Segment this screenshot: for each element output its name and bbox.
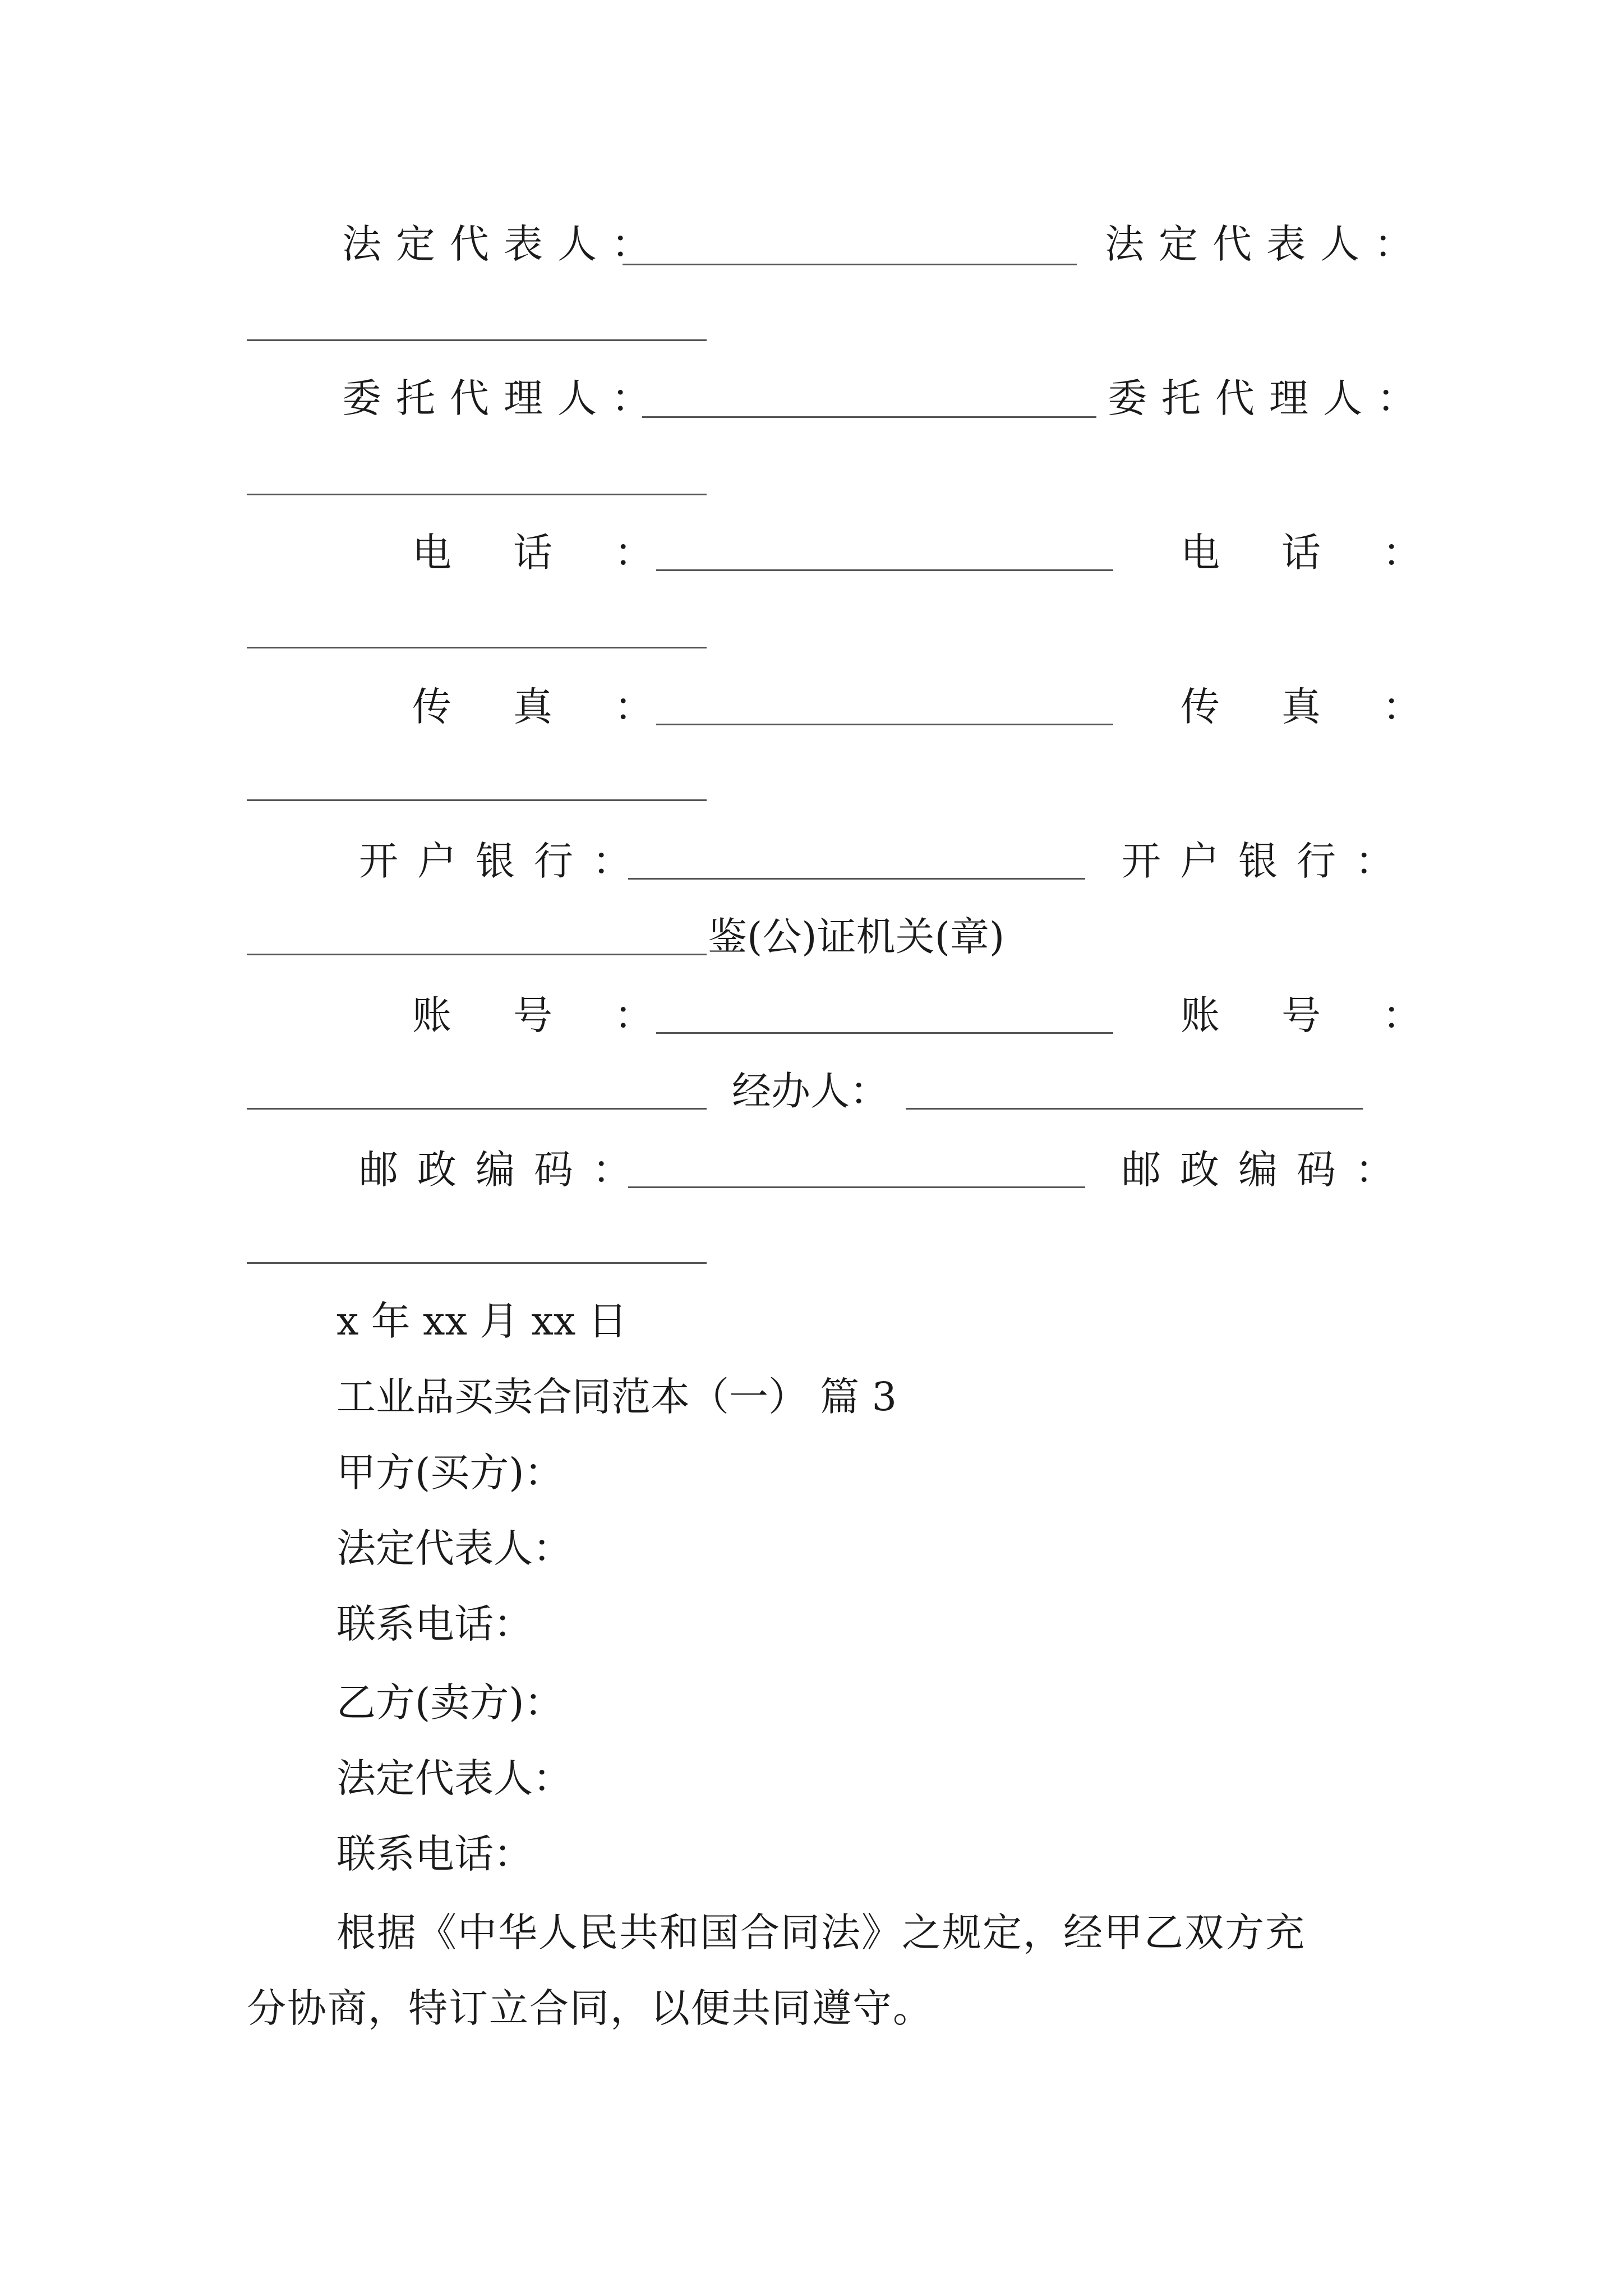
postal-blank-right bbox=[247, 1262, 707, 1264]
party-b-label: 乙方(卖方)： bbox=[336, 1680, 564, 1726]
fax-label-right: 传真： bbox=[1181, 684, 1483, 730]
account-blank-right bbox=[247, 1108, 707, 1110]
party-b-phone-label: 联系电话： bbox=[336, 1831, 533, 1877]
fax-label-left: 传真： bbox=[412, 684, 715, 730]
bank-blank-left bbox=[628, 878, 1085, 880]
phone-blank-right bbox=[247, 647, 707, 648]
postal-blank-left bbox=[628, 1186, 1085, 1188]
agent-blank-right bbox=[247, 494, 707, 495]
section-title: 工业品买卖合同范本（一） 篇 3 bbox=[336, 1374, 897, 1420]
legal-rep-blank-right bbox=[247, 339, 707, 341]
legal-rep-label-left: 法定代表人： bbox=[342, 221, 665, 267]
postal-label-right: 邮政编码： bbox=[1122, 1147, 1413, 1193]
phone-label-right: 电话： bbox=[1181, 530, 1483, 576]
bank-label-left: 开户银行： bbox=[359, 838, 651, 884]
agent-blank-left bbox=[642, 416, 1096, 418]
intro-paragraph-line-2: 分协商，特订立合同，以便共同遵守。 bbox=[247, 1985, 933, 2031]
bank-blank-right bbox=[247, 954, 707, 955]
contract-date: x 年 xx 月 xx 日 bbox=[336, 1298, 628, 1344]
phone-blank-left bbox=[656, 569, 1113, 571]
bank-label-right: 开户银行： bbox=[1122, 838, 1413, 884]
intro-paragraph-line-1: 根据《中华人民共和国合同法》之规定，经甲乙双方充 bbox=[336, 1910, 1306, 1955]
account-label-left: 账号： bbox=[412, 992, 715, 1038]
party-b-rep-label: 法定代表人： bbox=[336, 1755, 572, 1801]
party-a-phone-label: 联系电话： bbox=[336, 1601, 533, 1647]
fax-blank-left bbox=[656, 724, 1113, 725]
phone-label-left: 电话： bbox=[412, 530, 715, 576]
account-label-right: 账号： bbox=[1181, 992, 1483, 1038]
notary-seal-label: 鉴(公)证机关(章) bbox=[708, 914, 1005, 960]
account-blank-left bbox=[656, 1032, 1113, 1034]
agent-label-left: 委托代理人： bbox=[342, 375, 665, 421]
party-a-rep-label: 法定代表人： bbox=[336, 1525, 572, 1571]
fax-blank-right bbox=[247, 799, 707, 801]
legal-rep-blank-left bbox=[623, 264, 1077, 265]
postal-label-left: 邮政编码： bbox=[359, 1147, 651, 1193]
handler-label: 经办人： bbox=[732, 1068, 889, 1114]
agent-label-right: 委托代理人： bbox=[1108, 375, 1431, 421]
party-a-label: 甲方(买方)： bbox=[336, 1450, 564, 1496]
handler-blank bbox=[906, 1108, 1363, 1110]
legal-rep-label-right: 法定代表人： bbox=[1105, 221, 1428, 267]
